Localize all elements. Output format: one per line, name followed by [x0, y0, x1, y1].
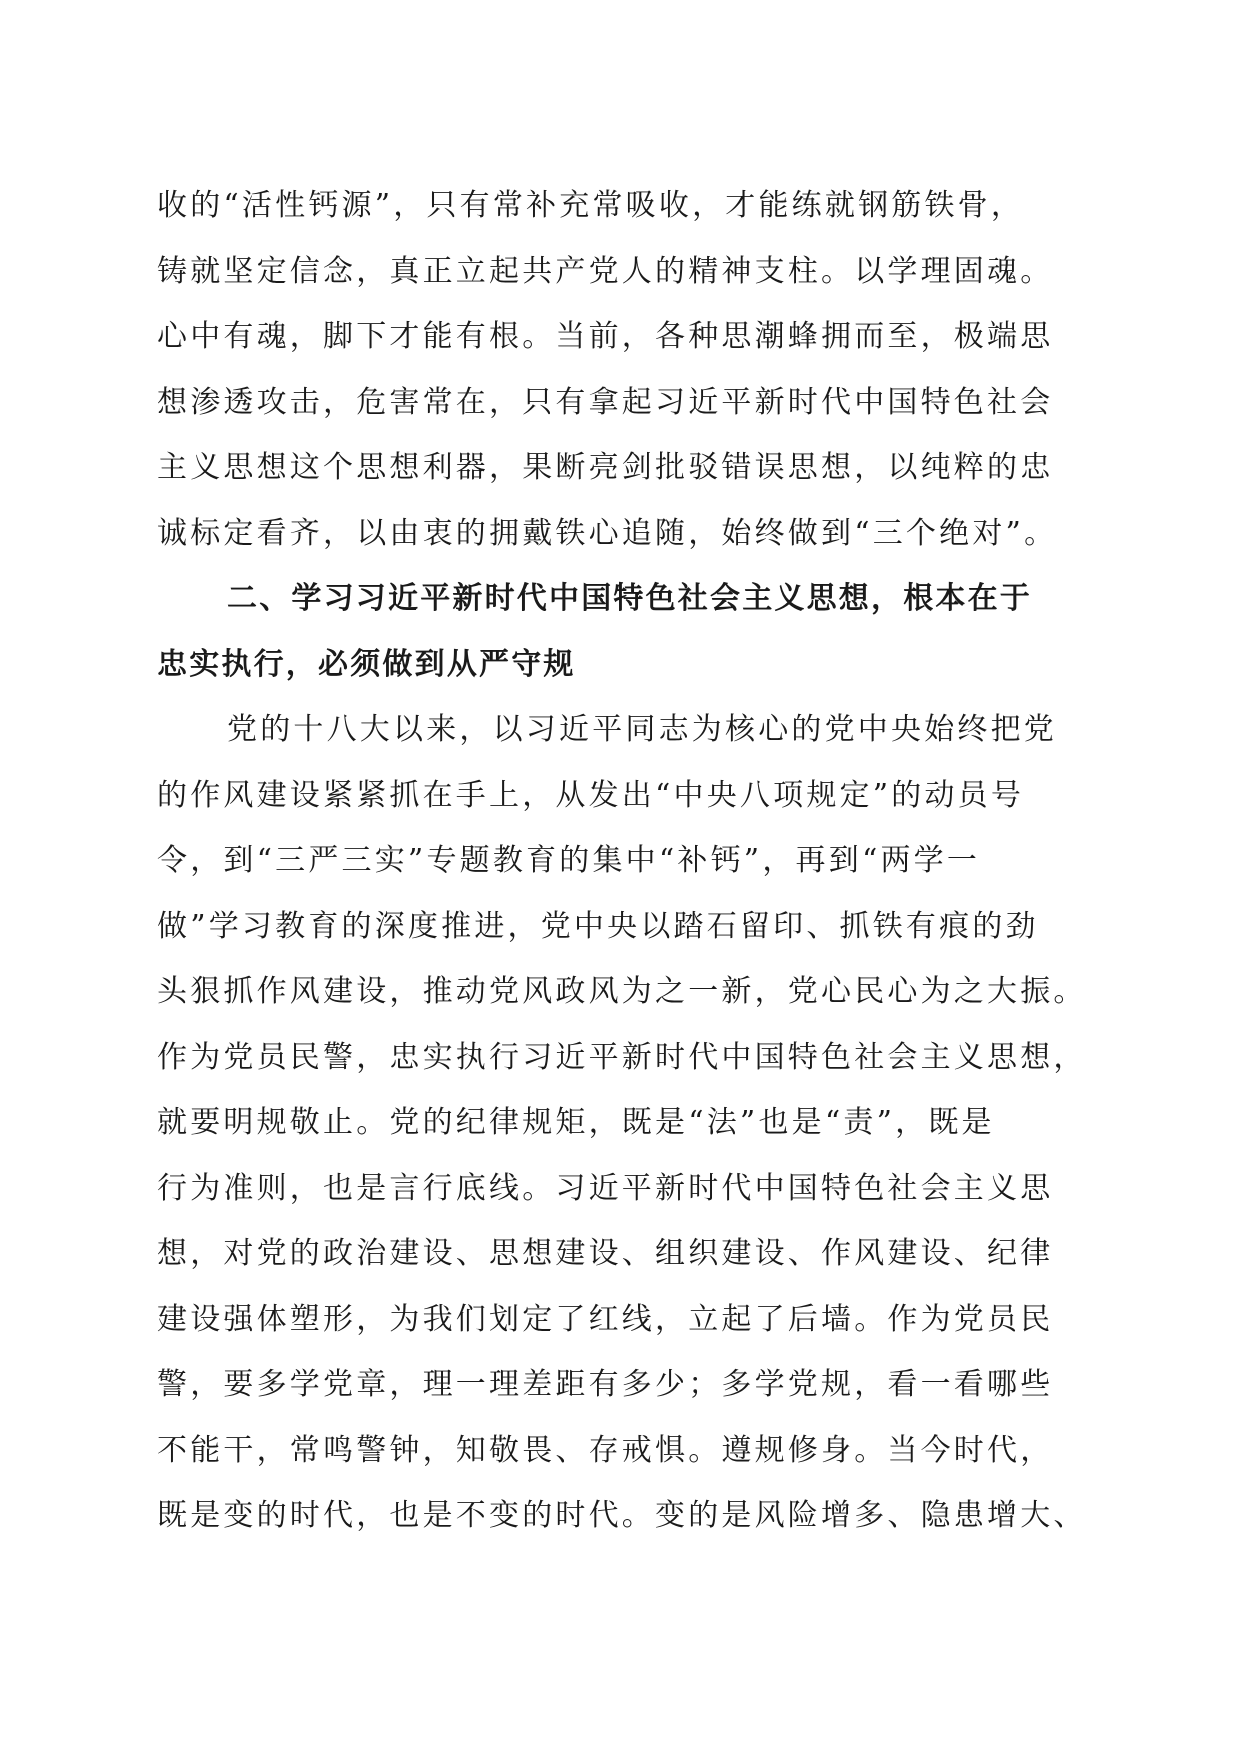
- body-line: 行为准则，也是言行底线。习近平新时代中国特色社会主义思: [157, 1170, 1054, 1206]
- body-line: 建设强体塑形，为我们划定了红线，立起了后墙。作为党员民: [157, 1301, 1054, 1337]
- section-heading-line: 忠实执行，必须做到从严守规: [157, 646, 576, 682]
- body-line: 收的“活性钙源”，只有常补充常吸收，才能练就钢筋铁骨，: [157, 188, 1025, 223]
- body-line: 心中有魂，脚下才能有根。当前，各种思潮蜂拥而至，极端思: [157, 319, 1054, 354]
- body-line: 令，到“三严三实”专题教育的集中“补钙”，再到“两学一: [157, 843, 981, 878]
- body-line: 就要明规敬止。党的纪律规矩，既是“法”也是“责”，既是: [157, 1105, 995, 1140]
- section-heading-line: 二、学习习近平新时代中国特色社会主义思想，根本在于: [227, 581, 1032, 616]
- body-line: 主义思想这个思想利器，果断亮剑批驳错误思想，以纯粹的忠: [157, 450, 1054, 485]
- body-line: 铸就坚定信念，真正立起共产党人的精神支柱。以学理固魂。: [157, 253, 1054, 289]
- body-line: 想，对党的政治建设、思想建设、组织建设、作风建设、纪律: [157, 1236, 1054, 1271]
- body-line: 头狠抓作风建设，推动党风政风为之一新，党心民心为之大振。: [157, 974, 1087, 1009]
- document-body: [157, 188, 1087, 1564]
- paragraph-first-line: 党的十八大以来，以习近平同志为核心的党中央始终把党: [227, 712, 1057, 747]
- body-line: 不能干，常鸣警钟，知敬畏、存戒惧。遵规修身。当今时代，: [157, 1432, 1054, 1468]
- body-line: 做”学习教育的深度推进，党中央以踏石留印、抓铁有痕的劲: [157, 908, 1039, 944]
- body-line: 警，要多学党章，理一理差距有多少；多学党规，看一看哪些: [157, 1367, 1054, 1402]
- body-line: 的作风建设紧紧抓在手上，从发出“中央八项规定”的动员号: [157, 777, 1025, 813]
- body-line: 既是变的时代，也是不变的时代。变的是风险增多、隐患增大、: [157, 1498, 1087, 1533]
- body-line: 想渗透攻击，危害常在，只有拿起习近平新时代中国特色社会: [157, 384, 1054, 420]
- body-line: 诚标定看齐，以由衷的拥戴铁心追随，始终做到“三个绝对”。: [157, 515, 1058, 551]
- body-line: 作为党员民警，忠实执行习近平新时代中国特色社会主义思想，: [157, 1039, 1087, 1075]
